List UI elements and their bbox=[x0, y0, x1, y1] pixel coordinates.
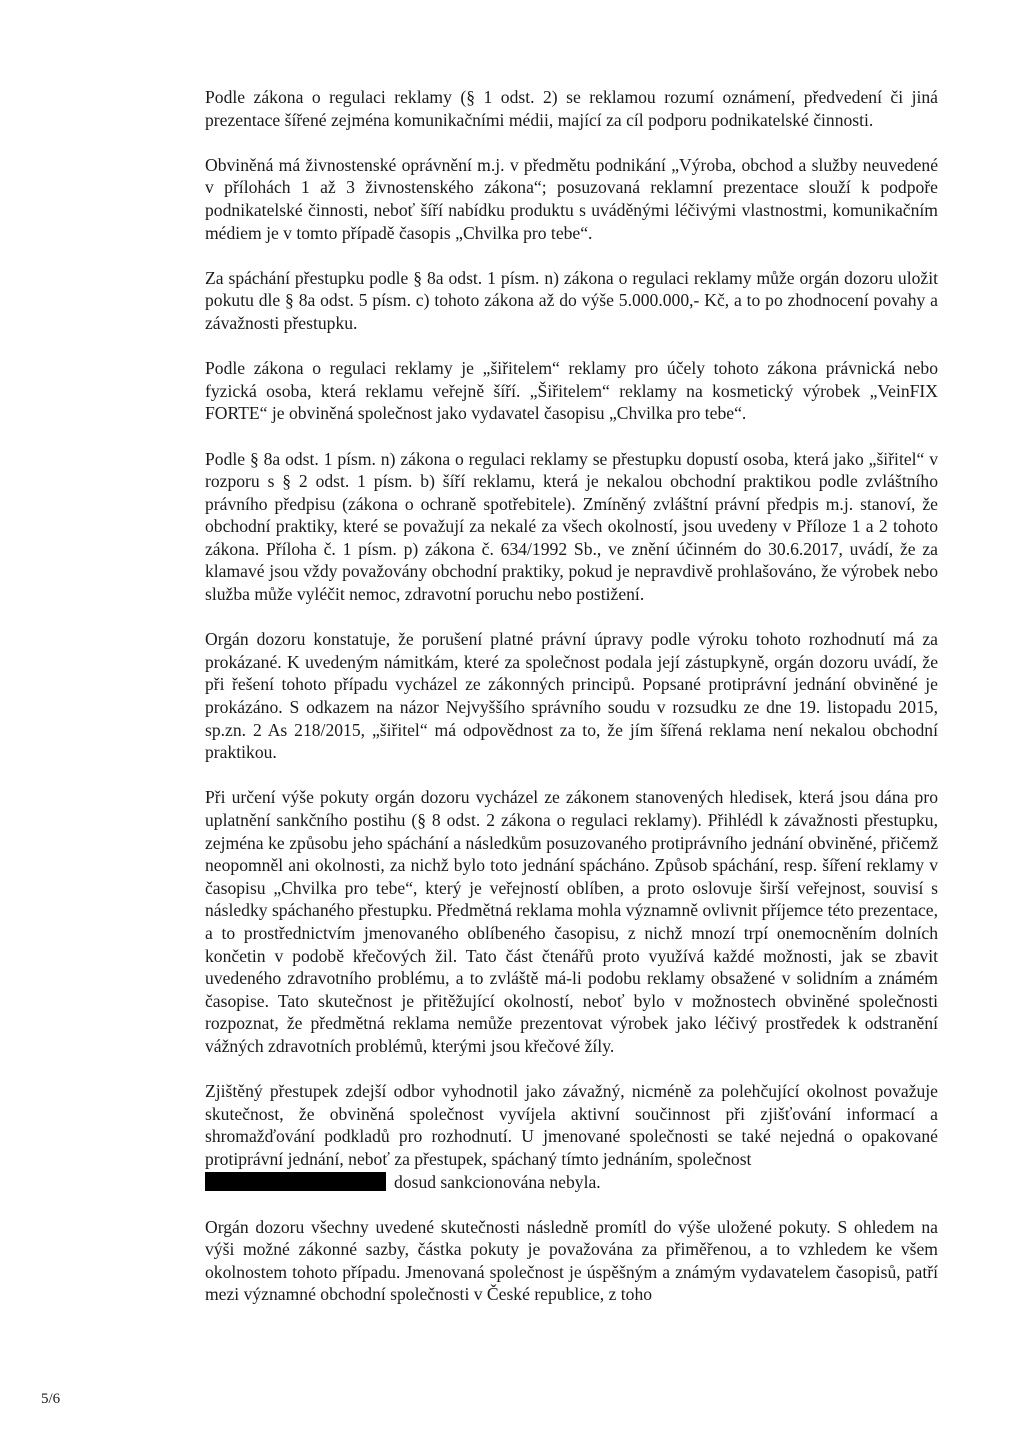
redaction-block bbox=[205, 1172, 386, 1191]
paragraph-proof-statement: Orgán dozoru konstatuje, že porušení platné právní úpravy podle výroku tohoto rozhodnutí má za prokázané. K uvedeným námitkám, které za společnost podala její zástupkyně, orgán dozoru uvádí, že při řešení tohoto případu vycházel ze zákonných principů. Popsané protiprávní jednání obviněné je prokázáno. S odkazem na názor Nejvyššího správního soudu v rozsudku ze dne 19. listopadu 2015, sp.zn. 2 As 218/2015, „šiřitel“ má odpovědnost za to, že jím šířená reklama není nekalou obchodní praktikou. bbox=[205, 629, 938, 763]
paragraph-offence-definition: Podle § 8a odst. 1 písm. n) zákona o regulaci reklamy se přestupku dopustí osoba, která jako „šiřitel“ v rozporu s § 2 odst. 1 písm. b) šíří reklamu, která je nekalou obchodní praktikou podle zvláštního právního předpisu (zákona o ochraně spotřebitele). Zmíněný zvláštní právní předpis m.j. stanoví, že obchodní praktiky, které se považují za nekalé za všech okolností, jsou uvedeny v Příloze 1 a 2 tohoto zákona. Příloha č. 1 písm. p) zákona č. 634/1992 Sb., ve znění účinném do 30.6.2017, uvádí, že za klamavé jsou vždy považovány obchodní praktiky, pokud je nepravdivě prohlašováno, že výrobek nebo služba může vyléčit nemoc, zdravotní poruchu nebo postižení. bbox=[205, 448, 938, 605]
document-body bbox=[205, 86, 938, 1329]
paragraph-penalty-assessment: Při určení výše pokuty orgán dozoru vycházel ze zákonem stanovených hledisek, která jsou dána pro uplatnění sankčního postihu (§ 8 odst. 2 zákona o regulaci reklamy). Přihlédl k závažnosti přestupku, zejména ke způsobu jeho spáchání a následkům posuzovaného protiprávního jednání obviněné, přičemž neopomněl ani okolnosti, za nichž bylo toto jednání spácháno. Způsob spáchání, resp. šíření reklamy v časopisu „Chvilka pro tebe“, který je veřejností oblíben, a proto oslovuje širší veřejnost, souvisí s následky spáchaného přestupku. Předmětná reklama mohla významně ovlivnit příjemce této prezentace, a to prostřednictvím jmenovaného oblíbeného časopisu, z nichž mnozí trpí onemocněním dolních končetin v podobě křečových žil. Tato část čtenářů proto využívá každé možnosti, jak se zbavit uvedeného zdravotního problému, a to zvláště má-li podobu reklamy obsažené v solidním a známém časopise. Tato skutečnost je přitěžující okolností, neboť bylo v možnostech obviněné společnosti rozpoznat, že předmětná reklama nemůže prezentovat výrobek jako léčivý prostředek k odstranění vážných zdravotních problémů, kterými jsou křečové žíly. bbox=[205, 787, 938, 1056]
mitigating-text: Zjištěný přestupek zdejší odbor vyhodnotil jako závažný, nicméně za polehčující okolnost považuje skutečnost, že obviněná společnost vyvíjela aktivní součinnost při zjišťování informací a shromažďování podkladů pro rozhodnutí. U jmenované společnosti se také nejedná o opakované protiprávní jednání, neboť za přestupek, spáchaný tímto jednáním, společnost bbox=[205, 1081, 938, 1169]
paragraph-distributor-definition: Podle zákona o regulaci reklamy je „šiřitelem“ reklamy pro účely tohoto zákona právnická nebo fyzická osoba, která reklamu veřejně šíří. „Šiřitelem“ reklamy na kosmetický výrobek „VeinFIX FORTE“ je obviněná společnost jako vydavatel časopisu „Chvilka pro tebe“. bbox=[205, 358, 938, 424]
paragraph-mitigating-circumstances bbox=[205, 1080, 938, 1193]
paragraph-trade-license: Obviněná má živnostenské oprávnění m.j. v předmětu podnikání „Výroba, obchod a služby neuvedené v přílohách 1 až 3 živnostenského zákona“; posuzovaná reklamní prezentace slouží k podpoře podnikatelské činnosti, neboť šíří nabídku produktu s uváděnými léčivými vlastnostmi, komunikačním médiem je v tomto případě časopis „Chvilka pro tebe“. bbox=[205, 154, 938, 243]
paragraph-advertising-definition: Podle zákona o regulaci reklamy (§ 1 odst. 2) se reklamou rozumí oznámení, předvedení či jiná prezentace šířené zejména komunikačními médii, mající za cíl podporu podnikatelské činnosti. bbox=[205, 87, 938, 130]
mitigating-text-end: dosud sankcionována nebyla. bbox=[394, 1171, 601, 1192]
paragraph-penalty-projection: Orgán dozoru všechny uvedené skutečnosti následně promítl do výše uložené pokuty. S ohledem na výši možné zákonné sazby, částka pokuty je považována za přiměřenou, a to vzhledem ke všem okolnostem tohoto případu. Jmenovaná společnost je úspěšným a známým vydavatelem časopisů, patří mezi významné obchodní společnosti v České republice, z toho bbox=[205, 1216, 938, 1305]
paragraph-penalty-limit: Za spáchání přestupku podle § 8a odst. 1 písm. n) zákona o regulaci reklamy může orgán dozoru uložit pokutu dle § 8a odst. 5 písm. c) tohoto zákona až do výše 5.000.000,- Kč, a to po zhodnocení povahy a závažnosti přestupku. bbox=[205, 267, 938, 333]
page-number: 5/6 bbox=[41, 1391, 61, 1407]
